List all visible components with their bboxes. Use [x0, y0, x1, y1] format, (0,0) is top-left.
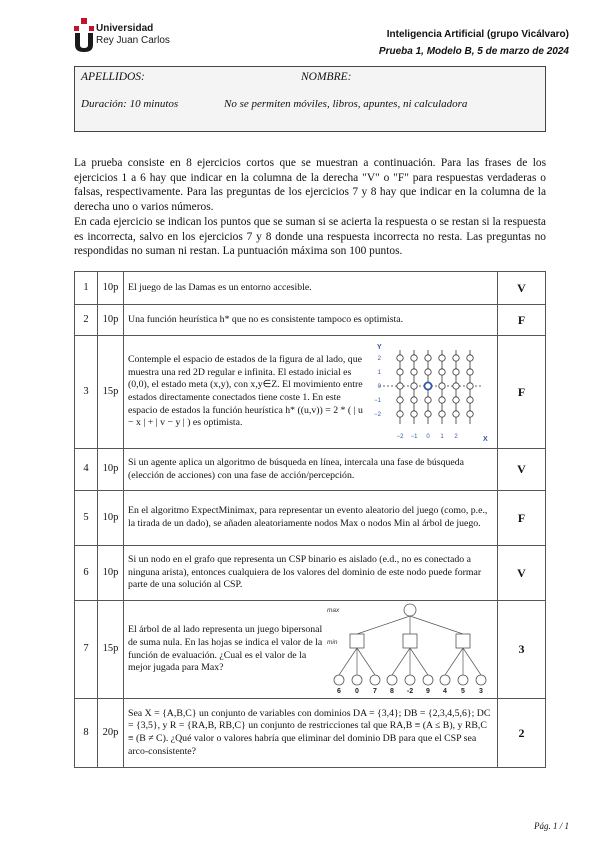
y-tick: 2	[377, 356, 381, 362]
question-number: 6	[75, 546, 98, 601]
question-text: El juego de las Damas es un entorno accesible.	[124, 272, 498, 305]
grid-node	[439, 397, 445, 403]
x-tick: −1	[410, 434, 418, 440]
question-points: 10p	[98, 546, 124, 601]
grid-node	[397, 383, 403, 389]
table-row	[75, 491, 546, 546]
question-number: 7	[75, 601, 98, 699]
question-text: El árbol de al lado representa un juego bipersonal de suma nula. En las hojas se indica el valor de la función de evaluación. ¿Cual es el valor de la mejor jugada para Max?	[128, 624, 323, 674]
question-number: 8	[75, 699, 98, 768]
table-row	[75, 305, 546, 336]
questions-table	[74, 271, 546, 768]
x-ticks	[397, 434, 459, 440]
surnames-label: APELLIDOS:	[81, 71, 145, 83]
grid-node	[425, 411, 431, 417]
table-row	[75, 449, 546, 491]
y-tick: 0	[377, 384, 381, 390]
question-points: 15p	[98, 601, 124, 699]
leaf-node	[334, 675, 344, 685]
table-row	[75, 336, 546, 449]
instructions	[74, 156, 546, 259]
student-info-box	[74, 66, 546, 132]
leaf-node	[476, 675, 486, 685]
leaf-values	[337, 688, 483, 695]
question-answer[interactable]: V	[498, 546, 546, 601]
x-tick: −2	[396, 434, 404, 440]
grid-node	[411, 411, 417, 417]
leaf-value: 0	[355, 688, 359, 695]
leaf-value: 9	[426, 688, 430, 695]
page-number: Pág. 1 / 1	[534, 821, 569, 831]
question-text: En el algoritmo ExpectMinimax, para representar un evento aleatorio del juego (como, p.e., la tirada de un dado), se añaden aleatoriamente nodos Max o nodos Min al árbol de juego.	[124, 491, 498, 546]
leaf-value: 6	[337, 688, 341, 695]
min-node	[456, 634, 470, 648]
grid-node	[439, 369, 445, 375]
x-axis-label: X	[483, 436, 488, 443]
grid-node	[453, 383, 459, 389]
y-tick: −2	[374, 412, 381, 418]
question-text: Si un agente aplica un algoritmo de búsqueda en línea, intercala una fase de búsqueda (elección de acciones) con una fase de acción/percepción.	[124, 449, 498, 491]
x-tick: 2	[454, 434, 458, 440]
grid-node	[439, 383, 445, 389]
question-number: 5	[75, 491, 98, 546]
table-row	[75, 699, 546, 768]
start-node	[424, 382, 431, 389]
min-label: min	[327, 639, 338, 646]
leaf-node	[352, 675, 362, 685]
question-points: 15p	[98, 336, 124, 449]
question-number: 2	[75, 305, 98, 336]
y-tick: 1	[377, 370, 381, 376]
grid-node	[397, 355, 403, 361]
question-answer[interactable]: V	[498, 272, 546, 305]
question-points: 10p	[98, 449, 124, 491]
grid-node	[439, 355, 445, 361]
question-text: Contemple el espacio de estados de la figura de al lado, que muestra una red 2D regular e infinita. El estado inicial es (0,0), el estado meta (x,y), con x,y∈Z. El movimiento entre estados directamente conectados tiene coste 1. En este espacio de estados la función heurística h* ((u,v)) = 2 * ( | u − x | + | v − y | ) es optimista.	[128, 354, 363, 429]
question-answer[interactable]: V	[498, 449, 546, 491]
question-points: 10p	[98, 272, 124, 305]
grid-node	[453, 355, 459, 361]
y-axis-label: Y	[377, 344, 382, 351]
leaf-value: 7	[373, 688, 377, 695]
grid-node	[397, 397, 403, 403]
table-row	[75, 272, 546, 305]
leaf-nodes	[334, 675, 486, 685]
grid-node	[467, 411, 473, 417]
question-text: Si un nodo en el grafo que representa un CSP binario es aislado (e.d., no es conectado a ninguna arista), entonces cualquiera de los valores del dominio de este nodo puede formar parte de una solución al CSP.	[124, 546, 498, 601]
name-label: NOMBRE:	[301, 71, 352, 83]
leaf-node	[458, 675, 468, 685]
leaf-value: 4	[443, 688, 447, 695]
question-number: 3	[75, 336, 98, 449]
leaf-value: 8	[390, 688, 394, 695]
question-number: 1	[75, 272, 98, 305]
grid-node	[467, 355, 473, 361]
grid-node	[467, 397, 473, 403]
leaf-value: 3	[479, 688, 483, 695]
question-answer[interactable]: 3	[498, 601, 546, 699]
grid-node	[467, 369, 473, 375]
urjc-logo-icon	[74, 18, 94, 52]
grid-node	[411, 355, 417, 361]
leaf-node	[370, 675, 380, 685]
grid-node	[397, 411, 403, 417]
grid-node	[453, 369, 459, 375]
y-ticks	[374, 356, 382, 418]
instructions-paragraph-2: En cada ejercicio se indican los puntos que se suman si se acierta la respuesta o se restan si la respuesta es incorrecta, salvo en los ejercicios 7 y 8 donde una respuesta incorrecta no resta. Las preguntas no respondidas no suman ni restan. La puntuación máxima son 100 puntos.	[74, 215, 546, 258]
leaf-node	[387, 675, 397, 685]
question-text: Una función heurística h* que no es consistente tampoco es optimista.	[124, 305, 498, 336]
grid-node	[425, 369, 431, 375]
grid-node	[453, 411, 459, 417]
grid-node	[411, 369, 417, 375]
leaf-node	[440, 675, 450, 685]
question-points: 10p	[98, 491, 124, 546]
leaf-value: 5	[461, 688, 465, 695]
question-points: 10p	[98, 305, 124, 336]
question-number: 4	[75, 449, 98, 491]
leaf-value: -2	[406, 688, 414, 695]
x-tick: 0	[426, 434, 430, 440]
duration-text: Duración: 10 minutos	[81, 98, 179, 110]
table-row	[75, 601, 546, 699]
table-row	[75, 546, 546, 601]
question-answer[interactable]: 2	[498, 699, 546, 768]
x-tick: 1	[440, 434, 444, 440]
grid-node	[411, 383, 417, 389]
university-subtitle: Rey Juan Carlos	[96, 35, 170, 46]
course-title: Inteligencia Artificial (grupo Vicálvaro)	[386, 29, 569, 40]
leaf-node	[423, 675, 433, 685]
grid-node	[411, 397, 417, 403]
question-points: 20p	[98, 699, 124, 768]
grid-node	[425, 355, 431, 361]
grid-state-space-figure	[365, 340, 493, 444]
grid-node	[425, 397, 431, 403]
grid-node	[397, 369, 403, 375]
min-node	[403, 634, 417, 648]
question-answer[interactable]: F	[498, 336, 546, 449]
university-logo	[74, 18, 170, 56]
leaf-node	[405, 675, 415, 685]
max-label: max	[327, 607, 340, 614]
rules-text: No se permiten móviles, libros, apuntes, ni calculadora	[224, 98, 468, 110]
grid-node	[439, 411, 445, 417]
instructions-paragraph-1: La prueba consiste en 8 ejercicios cortos que se muestran a continuación. Para las frases de los ejercicios 1 a 6 hay que indicar en la columna de la derecha "V" o "F" para respuestas verdaderas o falsas, respectivamente. Para las preguntas de los ejercicios 7 y 8 hay que indicar en la columna de la derecha uno o varios números.	[74, 157, 546, 214]
game-tree-figure	[325, 603, 495, 697]
university-name: Universidad	[96, 23, 154, 34]
exam-title: Prueba 1, Modelo B, 5 de marzo de 2024	[378, 46, 569, 57]
grid-node	[453, 397, 459, 403]
y-tick: −1	[374, 398, 381, 404]
max-root-node	[404, 604, 416, 616]
question-text: Sea X = {A,B,C} un conjunto de variables con dominios DA = {3,4}; DB = {2,3,4,5,6}; DC = {3,5}, y R = {RA,B, RB,C} un conjunto de restricciones tal que RA,B ≡ (A ≤ B), y RB,C ≡ (B ≠ C). ¿Qué valor o valores habría que eliminar del dominio DB para que el CSP sea arco-consistente?	[124, 699, 498, 768]
min-node	[350, 634, 364, 648]
question-answer[interactable]: F	[498, 305, 546, 336]
grid-node	[467, 383, 473, 389]
question-answer[interactable]: F	[498, 491, 546, 546]
